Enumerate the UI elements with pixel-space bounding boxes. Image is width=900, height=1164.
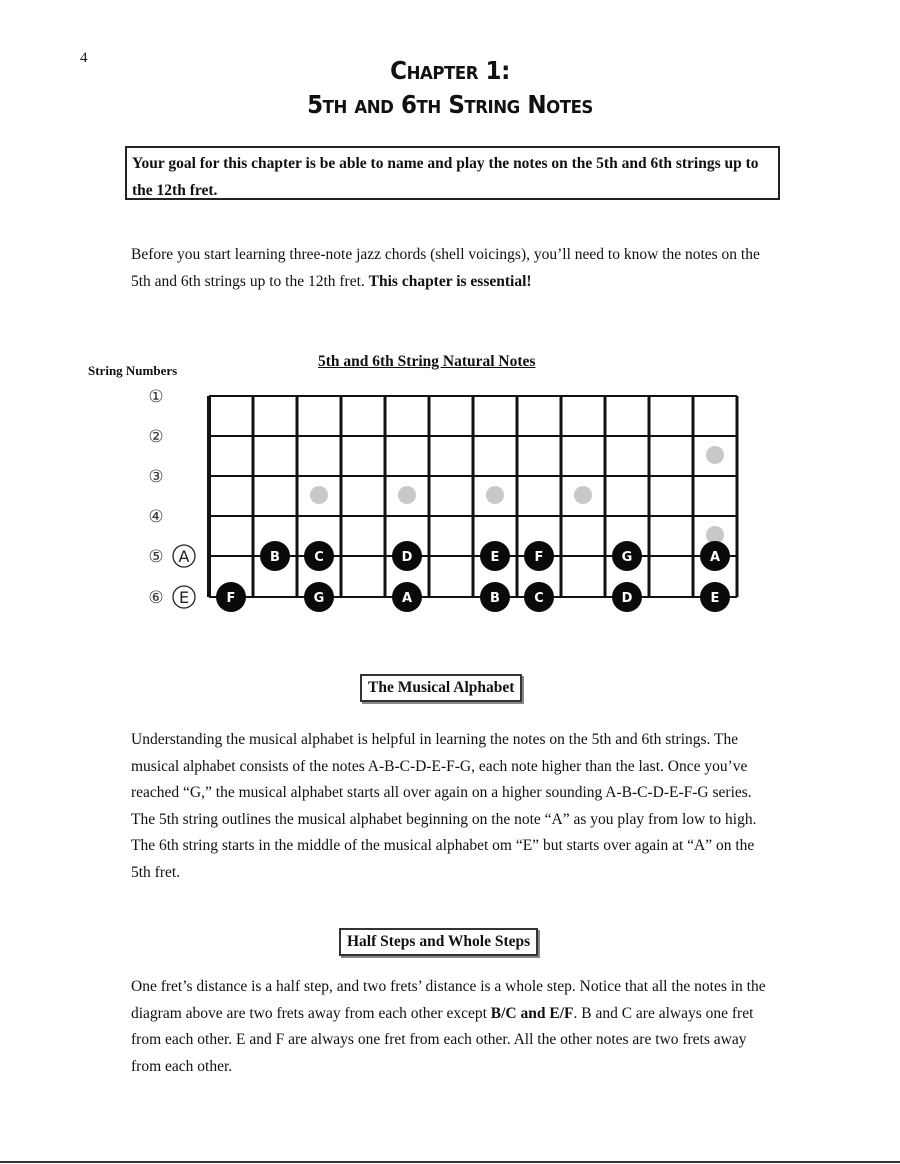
string-number: ④ [148, 507, 164, 527]
string5-note-label: G [621, 550, 633, 565]
inlay-dot [706, 446, 724, 464]
string-number: ⑥ [148, 588, 164, 608]
string-numbers-label: String Numbers [88, 363, 178, 378]
half-whole-steps-heading: Half Steps and Whole Steps [339, 928, 538, 956]
string-number: ② [148, 427, 164, 447]
steps-text-b: . B and C are always one fret from each other. E and F are always one fret from each other. All the other notes are two frets away from each other. [131, 1004, 754, 1075]
string6-note-label: D [621, 591, 633, 606]
page-number: 4 [80, 50, 88, 66]
open-note-label: E [178, 588, 190, 607]
string6-note-label: E [710, 591, 720, 606]
string6-note-label: A [401, 591, 413, 606]
string-number: ⑤ [148, 547, 164, 567]
string5-note-label: F [534, 550, 544, 565]
inlay-dot [574, 486, 592, 504]
string5-note-label: E [490, 550, 500, 565]
string5-note-label: D [401, 550, 413, 565]
page-bottom-rule [0, 1161, 900, 1163]
string6-note-label: C [534, 591, 544, 606]
intro-emphasis: This chapter is essential! [368, 272, 532, 290]
inlay-dot [486, 486, 504, 504]
inlay-dot [310, 486, 328, 504]
diagram-title: 5th and 6th String Natural Notes [318, 353, 536, 370]
string-number: ① [148, 387, 164, 407]
string5-note-label: A [709, 550, 721, 565]
intro-text: Before you start learning three-note jazz chords (shell voicings), you’ll need to know the notes on the 5th and 6th strings up to the 12th fret. [131, 246, 760, 290]
chapter-title-line1: Chapter 1: [390, 56, 510, 85]
open-note-label: A [178, 547, 190, 566]
string5-note-label: C [314, 550, 324, 565]
steps-text-a: One fret’s distance is a half step, and two frets’ distance is a whole step. Notice that all the notes in the diagram above are two frets away from each other except [131, 978, 766, 1022]
musical-alphabet-heading: The Musical Alphabet [360, 674, 522, 702]
string5-note-label: B [270, 550, 280, 565]
chapter-title-line2: 5th and 6th String Notes [307, 90, 593, 119]
string6-note-label: F [226, 591, 236, 606]
half-whole-steps-paragraph [131, 974, 776, 1080]
string6-note-label: B [490, 591, 500, 606]
string6-note-label: G [313, 591, 325, 606]
inlay-dot [398, 486, 416, 504]
musical-alphabet-paragraph: Understanding the musical alphabet is helpful in learning the notes on the 5th and 6th strings. The musical alphabet consists of the notes A-B-C-D-E-F-G, each note higher than the last. Once you’ve reached “G,” the musical alphabet starts all over again on a higher sounding A-B-C-D-E-F-G series. The 5th string outlines the musical alphabet beginning on the note “A” as you play from low to high. The 6th string starts in the middle of the musical alphabet om “E” but starts over again at “A” on the 5th fret. [131, 731, 757, 881]
steps-emphasis: B/C and E/F [490, 1004, 574, 1022]
string-number: ③ [148, 467, 164, 487]
chapter-goal-text: Your goal for this chapter is be able to name and play the notes on the 5th and 6th strings up to the 12th fret. [132, 155, 759, 199]
